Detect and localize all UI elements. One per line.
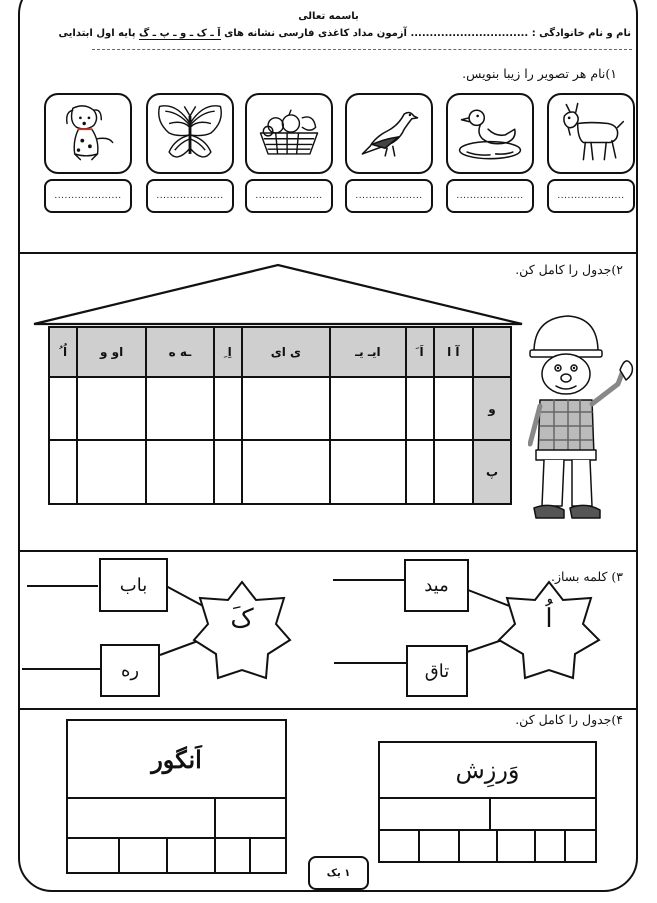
student-name-line: نام و نام خانوادگی : ............................... (410, 28, 631, 39)
butterfly-icon (148, 95, 232, 172)
blank-cell[interactable] (434, 440, 473, 504)
picture-pigeon (345, 93, 433, 174)
exam-letters: اَ ـ ک ـ و ـ پ ـ گ (138, 28, 221, 39)
answer-box-pigeon[interactable]: .................... (345, 179, 433, 213)
picture-fruit-basket (245, 93, 333, 174)
header-cell-y: ی ای (242, 327, 330, 377)
picture-goat (547, 93, 635, 174)
blank-cell[interactable] (214, 377, 242, 440)
answer-box-fruit-basket[interactable]: .................... (245, 179, 333, 213)
syllable-divider (214, 799, 216, 837)
exam-grade: پایه اول ابتدایی (58, 28, 139, 39)
word-box-mid: مید (404, 559, 469, 612)
question-2-label: ۲)جدول را کامل کن. (515, 262, 623, 277)
letter-row (380, 831, 595, 861)
row-label-vav: و (473, 377, 511, 440)
header-cell-ii: ایـ یـ (330, 327, 405, 377)
center-letter-ka: کَ (230, 604, 254, 634)
letter-divider (118, 839, 120, 872)
blank-cell[interactable] (406, 377, 434, 440)
fruit-basket-icon (247, 95, 331, 172)
question-3-label: ۳) کلمه بساز. (550, 569, 623, 584)
syllable-divider (489, 799, 491, 829)
section-divider-3 (18, 708, 638, 710)
blank-cell[interactable] (146, 440, 214, 504)
letter-divider (496, 831, 498, 861)
goat-icon (549, 95, 633, 172)
word-box-reh: ره (100, 644, 160, 697)
header-cell-e: اِ ِ (214, 327, 242, 377)
blank-cell[interactable] (330, 377, 405, 440)
pigeon-icon (347, 95, 431, 172)
corner-cell (473, 327, 511, 377)
header-cell-oo: او و (77, 327, 146, 377)
word-box-bab: باب (99, 558, 168, 612)
exam-header (59, 28, 631, 39)
word-varzesh: وَرزِش (455, 756, 520, 784)
picture-dog (44, 93, 132, 174)
center-letter-o: اُ (545, 604, 553, 634)
blank-cell[interactable] (49, 377, 77, 440)
answer-box-duck[interactable]: .................... (446, 179, 534, 213)
letter-divider (564, 831, 566, 861)
blank-cell[interactable] (406, 440, 434, 504)
answer-box-dog[interactable]: .................... (44, 179, 132, 213)
letter-row (68, 839, 285, 872)
word-box-taq: تاق (406, 645, 468, 697)
letter-divider (214, 839, 216, 872)
header-cell-a: اَ َ (406, 327, 434, 377)
house-roof (30, 262, 526, 328)
blank-cell[interactable] (242, 440, 330, 504)
page-number: ۱ یک (308, 856, 369, 890)
answer-box-butterfly[interactable]: .................... (146, 179, 234, 213)
letter-divider (534, 831, 536, 861)
blank-cell[interactable] (77, 377, 146, 440)
blank-cell[interactable] (434, 377, 473, 440)
duck-icon (448, 95, 532, 172)
question-1-label: ۱)نام هر تصویر را زیبا بنویس. (462, 66, 617, 81)
row-label-pe: پ (473, 440, 511, 504)
section-divider-1 (18, 252, 638, 254)
dog-icon (46, 95, 130, 172)
header-cell-aa: آ ا (434, 327, 473, 377)
word-angur: اَنگور (151, 744, 202, 774)
letter-table (48, 326, 512, 505)
question-4-label: ۴)جدول را کامل کن. (515, 712, 623, 727)
letter-divider (458, 831, 460, 861)
builder-illustration (528, 308, 638, 528)
page-title: باسمه تعالی (298, 11, 359, 22)
blank-cell[interactable] (77, 440, 146, 504)
header-cell-he: ـه ه (146, 327, 214, 377)
syllable-row (380, 797, 595, 831)
letter-divider (249, 839, 251, 872)
blank-cell[interactable] (49, 440, 77, 504)
letter-divider (166, 839, 168, 872)
syllable-row (68, 797, 285, 839)
picture-butterfly (146, 93, 234, 174)
word-table-varzesh (378, 741, 597, 863)
letter-divider (418, 831, 420, 861)
header-divider (92, 49, 632, 50)
blank-cell[interactable] (214, 440, 242, 504)
answer-box-goat[interactable]: .................... (547, 179, 635, 213)
blank-cell[interactable] (330, 440, 405, 504)
blank-cell[interactable] (146, 377, 214, 440)
picture-duck (446, 93, 534, 174)
exam-title: آزمون مداد کاغذی فارسی نشانه های (220, 28, 407, 39)
blank-cell[interactable] (242, 377, 330, 440)
header-cell-o: اُ ُ (49, 327, 77, 377)
word-table-angur (66, 719, 287, 874)
